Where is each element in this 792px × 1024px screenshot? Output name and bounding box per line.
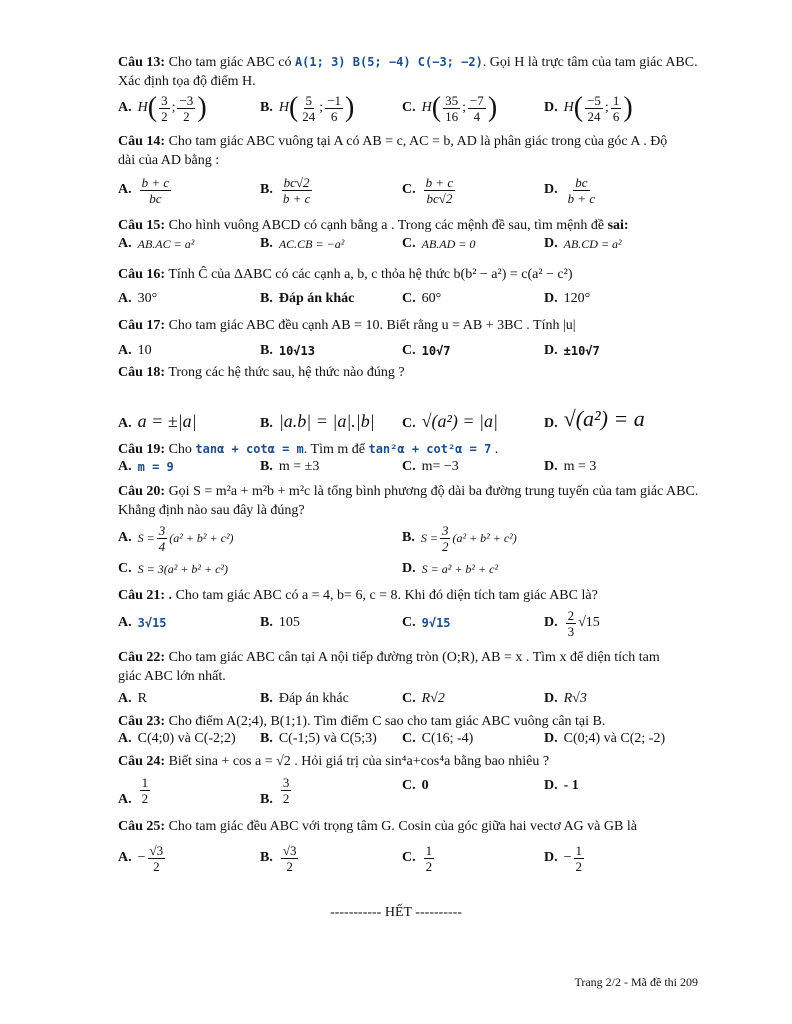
option-a[interactable]: A. 3√15 [118, 615, 167, 630]
answers-19 [118, 456, 718, 478]
answers-18 [118, 392, 718, 432]
points-formula: A(1; 3) B(5; −4) C(−3; −2) [294, 55, 483, 69]
option-a[interactable]: A. m = 9 [118, 459, 174, 474]
option-a[interactable]: A. H ( $\frac{3}{2}$ ; $\frac{-3}{2}$ ) [118, 92, 207, 124]
option-a[interactable]: A. a = ±|a| [118, 411, 197, 431]
option-d[interactable]: D. $\frac{2}{3}$ √15 [544, 607, 600, 639]
option-b[interactable]: B. |a.b| = |a|.|b| [260, 411, 375, 431]
option-c[interactable]: C. m= −3 [402, 459, 459, 474]
answers-20-row1 [118, 520, 718, 556]
question-18: Câu 18: Trong các hệ thức sau, hệ thức nào đúng ? [118, 365, 405, 380]
answers-17 [118, 340, 718, 362]
option-d[interactable]: D. R√3 [544, 691, 587, 706]
option-d[interactable]: D. H ( $\frac{-5}{24}$ ; $\frac{1}{6}$ ) [544, 92, 633, 124]
option-d[interactable]: D. S = a² + b² + c² [402, 561, 499, 576]
question-13: Câu 13: Cho tam giác ABC có A(1; 3) B(5; −4) C(−3; −2). Gọi H là trực tâm của tam giác ABC. Xác định tọa độ điểm H. [118, 55, 698, 89]
question-16: Câu 16: Tính Ĉ của ΔABC có các cạnh a, b, c thỏa hệ thức b(b² − a²) = c(a² − c²) [118, 267, 573, 282]
answers-25 [118, 838, 718, 878]
answers-24 [118, 772, 718, 808]
option-b[interactable]: B. 105 [260, 615, 300, 630]
option-c[interactable]: C. $\frac{b + c}{bc√2}$ [402, 174, 454, 206]
answers-21 [118, 605, 718, 641]
answers-20-row2 [118, 557, 718, 581]
option-a[interactable]: A. $\frac{b + c}{bc}$ [118, 174, 170, 206]
option-a[interactable]: A. 10 [118, 343, 152, 358]
question-14: Câu 14: Cho tam giác ABC vuông tại A có AB = c, AC = b, AD là phân giác trong của góc A . Độ dài của AD bằng : [118, 134, 668, 168]
page-footer: Trang 2/2 - Mã đề thi 209 [574, 975, 698, 989]
option-b[interactable]: B. S = $\frac{3}{2}$ (a² + b² + c²) [402, 522, 517, 554]
answers-13 [118, 88, 718, 128]
option-d[interactable]: D. 120° [544, 291, 591, 306]
question-label: Câu 13: [118, 55, 166, 70]
option-c[interactable]: C. S = 3(a² + b² + c²) [118, 561, 229, 576]
question-22: Câu 22: Cho tam giác ABC cân tại A nội tiếp đường tròn (O;R), AB = x . Tìm x để diện tích tam giác ABC lớn nhất. [118, 650, 660, 684]
option-b[interactable]: B. AC.CB = −a² [260, 236, 345, 251]
end-marker: ----------- HẾT ---------- [330, 905, 462, 920]
option-c[interactable]: C. H ( $\frac{35}{16}$ ; $\frac{-7}{4}$ ) [402, 92, 498, 124]
option-b[interactable]: B. $\frac{3}{2}$ [260, 774, 290, 807]
option-b[interactable]: B. m = ±3 [260, 459, 320, 474]
option-c[interactable]: C. C(16; -4) [402, 731, 474, 746]
question-20: Câu 20: Gọi S = m²a + m²b + m²c là tổng bình phương độ dài ba đường trung tuyến của tam giác ABC. Khẳng định nào sau đây là đúng? [118, 484, 699, 518]
option-a[interactable]: A. − $\frac{√3}{2}$ [118, 842, 164, 874]
option-c[interactable]: C. 9√15 [402, 615, 451, 630]
answers-15 [118, 232, 718, 256]
option-d[interactable]: D. C(0;4) và C(2; -2) [544, 731, 666, 746]
question-24: Câu 24: Biết sina + cos a = √2 . Hỏi giá trị của sin⁴a+cos⁴a bằng bao nhiêu ? [118, 754, 550, 769]
option-b[interactable]: B. Đáp án khác [260, 291, 355, 306]
option-a[interactable]: A. 30° [118, 291, 158, 306]
option-b[interactable]: B. H ( $\frac{5}{24}$ ; $\frac{-1}{6}$ ) [260, 92, 355, 124]
option-c[interactable]: C. 60° [402, 291, 442, 306]
question-17: Câu 17: Cho tam giác ABC đều cạnh AB = 10. Biết rằng u = AB + 3BC . Tính |u| [118, 318, 576, 333]
option-d[interactable]: D. ±10√7 [544, 343, 600, 358]
question-23: Câu 23: Cho điểm A(2;4), B(1;1). Tìm điểm C sao cho tam giác ABC vuông cân tại B. [118, 714, 606, 729]
question-15: Câu 15: Cho hình vuông ABCD có cạnh bằng a . Trong các mệnh đề sau, tìm mệnh đề sai: [118, 218, 629, 233]
option-a[interactable]: A. C(4;0) và C(-2;2) [118, 731, 236, 746]
option-b[interactable]: B. 10√13 [260, 343, 315, 358]
question-19: Câu 19: Cho tanα + cotα = m. Tìm m để tan²α + cot²α = 7 . [118, 442, 499, 457]
option-c[interactable]: C. √(a²) = |a| [402, 411, 498, 431]
option-b[interactable]: B. C(-1;5) và C(5;3) [260, 731, 377, 746]
option-a[interactable]: A. $\frac{1}{2}$ [118, 774, 149, 807]
option-d[interactable]: D. m = 3 [544, 459, 597, 474]
option-d[interactable]: D. − $\frac{1}{2}$ [544, 842, 583, 874]
option-d[interactable]: D. - 1 [544, 778, 579, 793]
option-c[interactable]: C. R√2 [402, 691, 445, 706]
option-b[interactable]: B. $\frac{√3}{2}$ [260, 842, 297, 874]
option-c[interactable]: C. 0 [402, 778, 429, 793]
option-d[interactable]: D. AB.CD = a² [544, 236, 622, 251]
answers-23 [118, 728, 718, 750]
option-b[interactable]: B. $\frac{bc√2}{b + c}$ [260, 174, 311, 206]
option-c[interactable]: C. 10√7 [402, 343, 451, 358]
question-21: Câu 21: . Cho tam giác ABC có a = 4, b= 6, c = 8. Khi đó diện tích tam giác ABC là? [118, 588, 598, 603]
answers-22 [118, 688, 718, 710]
question-25: Câu 25: Cho tam giác đều ABC với trọng tâm G. Cosin của góc giữa hai vectơ AG và GB là [118, 819, 637, 834]
answers-16 [118, 288, 718, 310]
option-b[interactable]: B. Đáp án khác [260, 691, 349, 706]
option-c[interactable]: C. AB.AD = 0 [402, 236, 476, 251]
option-c[interactable]: C. $\frac{1}{2}$ [402, 842, 433, 874]
option-a[interactable]: A. R [118, 691, 147, 706]
option-a[interactable]: A. S = $\frac{3}{4}$ (a² + b² + c²) [118, 522, 234, 554]
option-d[interactable]: D. $\frac{bc}{b + c}$ [544, 174, 596, 206]
option-d[interactable]: D. √(a²) = a [544, 406, 645, 431]
answers-14 [118, 170, 718, 210]
option-a[interactable]: A. AB.AC = a² [118, 236, 195, 251]
